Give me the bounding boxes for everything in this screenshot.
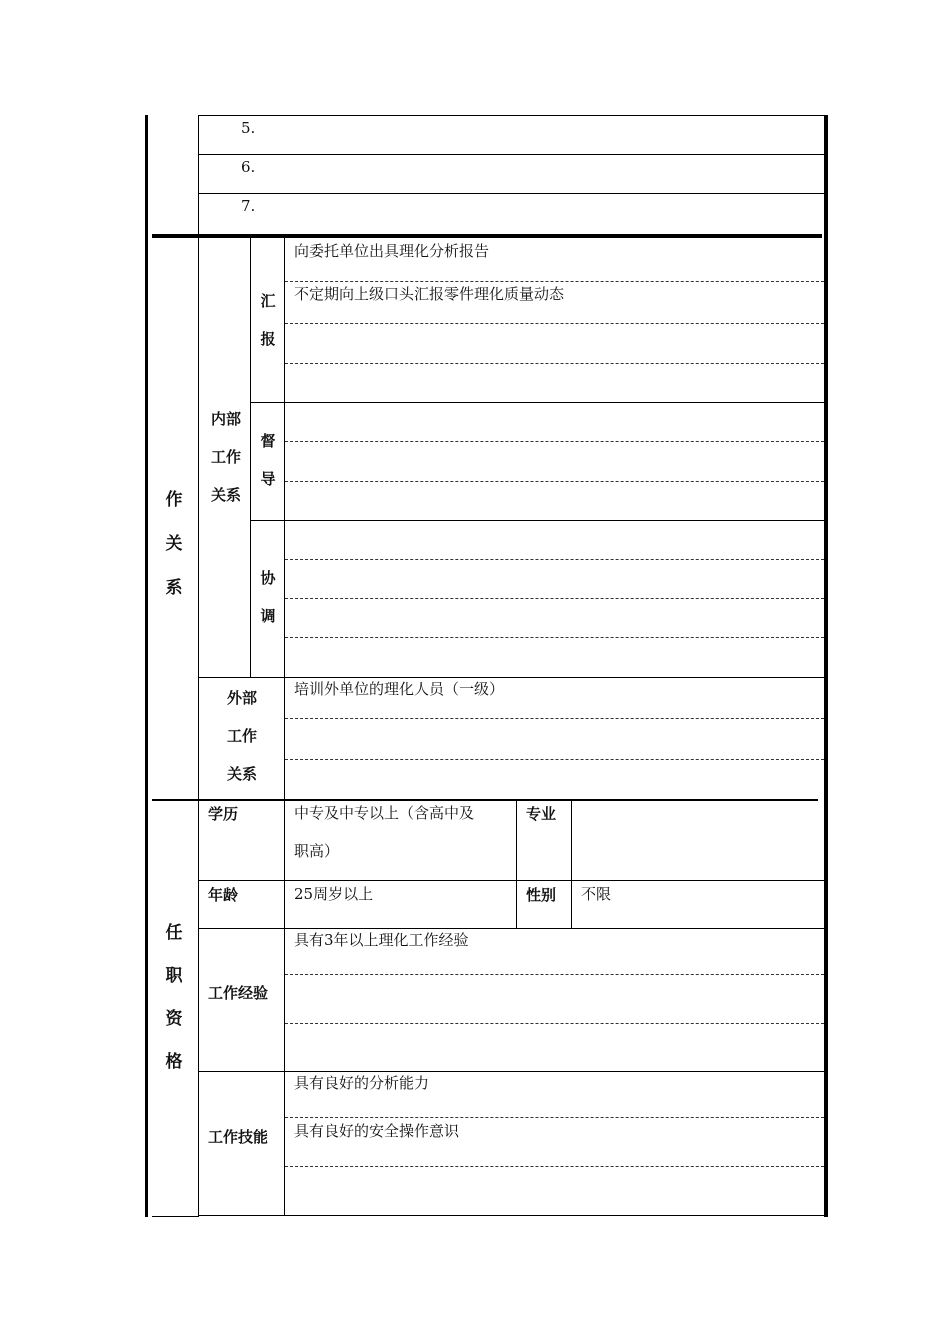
content-divider-qualifications [284,801,285,1215]
external-entry-1: 培训外单位的理化人员（一级） [294,680,505,698]
report-entry-1: 向委托单位出具理化分析报告 [294,242,490,260]
skills-label: 工作技能 [208,1128,269,1146]
bottom-border [198,1215,824,1216]
skills-dash-1 [285,1117,824,1118]
external-dash-2 [285,759,824,760]
coordinate-dash-3 [285,637,824,638]
supervise-dash-1 [285,441,824,442]
right-thick-border [824,115,828,1217]
numbered-row-5: 5. [241,119,256,137]
work-relations-section-title: 作 关 系 [165,490,183,598]
skills-entry-1: 具有良好的分析能力 [294,1074,430,1092]
bottom-border-short [152,1216,198,1217]
external-relations-label: 外部 工作 关系 [226,689,257,783]
numbered-row-6: 6. [241,158,256,176]
experience-dash-1 [285,974,824,975]
supervise-dash-2 [285,481,824,482]
supervise-label: 督 导 [260,432,276,488]
skills-entry-2: 具有良好的安全操作意识 [294,1122,460,1140]
left-thick-border [145,115,148,1217]
report-bottom-line [250,402,824,403]
section-separator-thick [152,234,822,238]
experience-label: 工作经验 [208,984,269,1002]
report-dash-2 [285,323,824,324]
supervise-bottom-line [250,520,824,521]
education-row-bottom [198,880,824,881]
section-column-divider [198,115,199,1217]
gender-label: 性别 [526,886,557,904]
coordinate-dash-2 [285,598,824,599]
education-label: 学历 [208,805,239,823]
external-dash-1 [285,718,824,719]
experience-row-bottom [198,1071,824,1072]
internal-sub-divider [250,238,251,677]
major-value-left-divider [571,801,572,928]
numbered-row-7: 7. [241,197,256,215]
internal-relations-label: 内部 工作 关系 [210,410,241,504]
major-label-left-divider [516,801,517,928]
major-label: 专业 [526,805,557,823]
top-border [198,115,824,116]
report-dash-3 [285,363,824,364]
experience-dash-2 [285,1023,824,1024]
age-label: 年龄 [208,886,239,904]
section-separator [152,799,818,801]
qualifications-section-title: 任 职 资 格 [165,923,183,1072]
report-entry-2: 不定期向上级口头汇报零件理化质量动态 [294,285,565,303]
education-value-line-1: 中专及中专以上（含高中及 [294,804,475,822]
row-divider-5-6 [198,154,824,155]
age-value: 25周岁以上 [294,885,374,903]
gender-value: 不限 [581,885,612,903]
row-divider-6-7 [198,193,824,194]
coordinate-label: 协 调 [260,569,276,625]
age-row-bottom [198,928,824,929]
report-label: 汇 报 [260,292,276,348]
internal-bottom-line [198,677,824,678]
report-dash-1 [285,281,824,282]
skills-dash-2 [285,1166,824,1167]
education-value-line-2: 职高） [294,842,340,860]
experience-entry-1: 具有3年以上理化工作经验 [294,931,469,949]
coordinate-dash-1 [285,559,824,560]
